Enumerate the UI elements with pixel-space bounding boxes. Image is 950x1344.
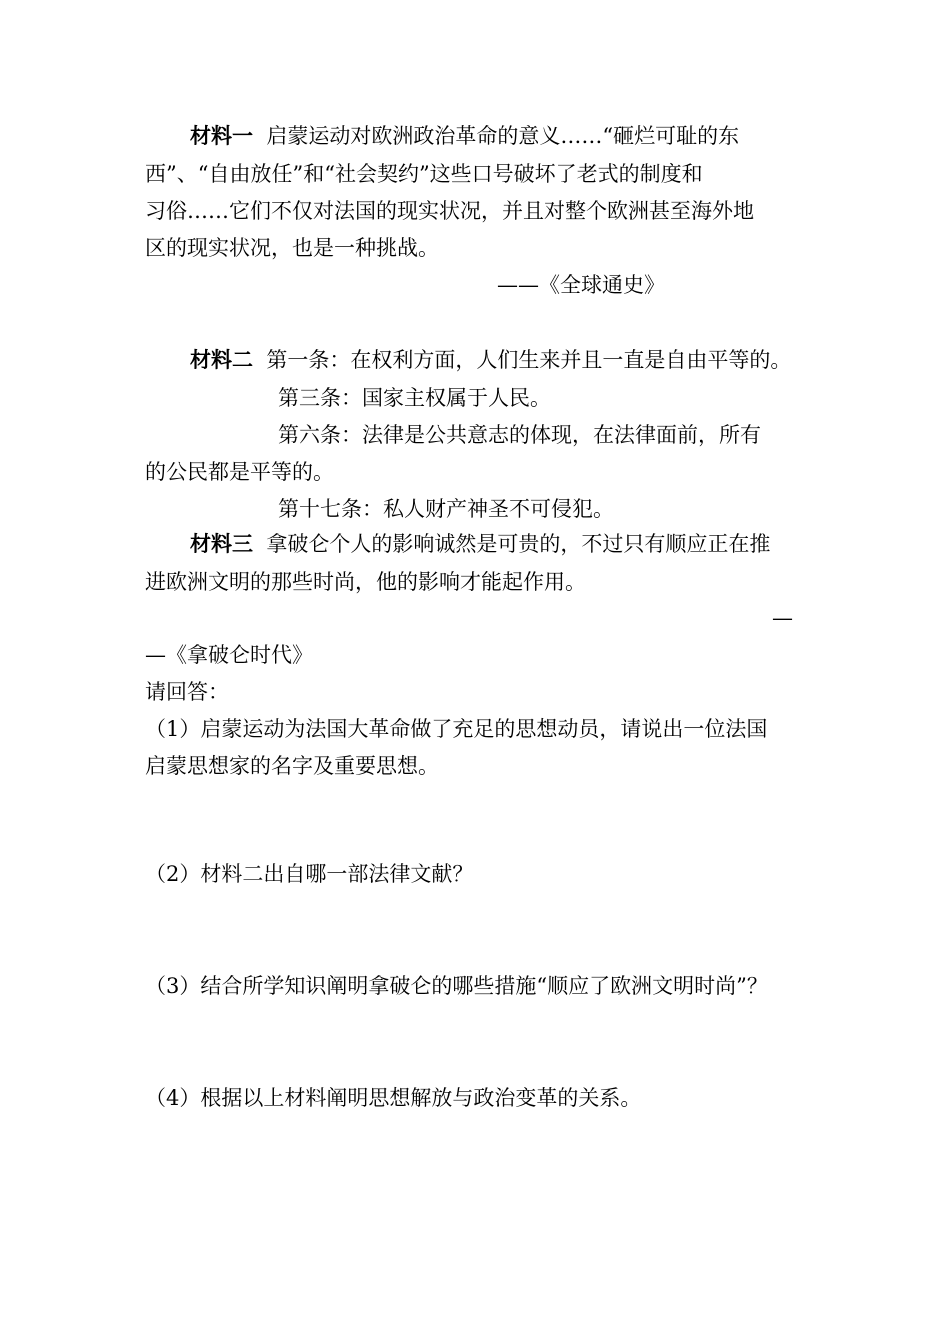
material2-label: 材料二 (190, 348, 253, 372)
material1-line2: 西”、“自由放任”和“社会契约”这些口号破坏了老式的制度和 (145, 162, 703, 186)
question-3: （3）结合所学知识阐明拿破仑的哪些措施“顺应了欧洲文明时尚”？ (145, 974, 768, 998)
material2-line1 (190, 346, 791, 374)
material1-text: 启蒙运动对欧洲政治革命的意义……“砸烂可耻的东 (266, 124, 740, 148)
material3-source: —《拿破仑时代》 (145, 643, 313, 667)
question-2: （2）材料二出自哪一部法律文献？ (145, 862, 474, 886)
answer-prompt: 请回答： (145, 680, 229, 704)
material2-article6-line2: 的公民都是平等的。 (145, 460, 334, 484)
material3-label: 材料三 (190, 532, 253, 556)
material2-article17: 第十七条：私人财产神圣不可侵犯。 (278, 497, 614, 521)
question-1-line1: （1）启蒙运动为法国大革命做了充足的思想动员，请说出一位法国 (145, 717, 768, 741)
question-1-line2: 启蒙思想家的名字及重要思想。 (145, 754, 439, 778)
material1-line3: 习俗……它们不仅对法国的现实状况，并且对整个欧洲甚至海外地 (145, 199, 754, 223)
material2-article1: 第一条：在权利方面，人们生来并且一直是自由平等的。 (266, 348, 792, 372)
material3-line2: 进欧洲文明的那些时尚，他的影响才能起作用。 (145, 570, 586, 594)
material3-line1 (190, 530, 770, 558)
material1-source: ——《全球通史》 (497, 273, 665, 297)
material1-line4: 区的现实状况，也是一种挑战。 (145, 236, 439, 260)
material2-article3: 第三条：国家主权属于人民。 (278, 386, 551, 410)
material1-label: 材料一 (190, 124, 253, 148)
material1-line1 (190, 122, 739, 150)
material3-text: 拿破仑个人的影响诚然是可贵的，不过只有顺应正在推 (266, 532, 771, 556)
material3-source-dash: — (772, 606, 793, 630)
material2-article6-line1: 第六条：法律是公共意志的体现，在法律面前，所有 (278, 423, 761, 447)
question-4: （4）根据以上材料阐明思想解放与政治变革的关系。 (145, 1086, 642, 1110)
